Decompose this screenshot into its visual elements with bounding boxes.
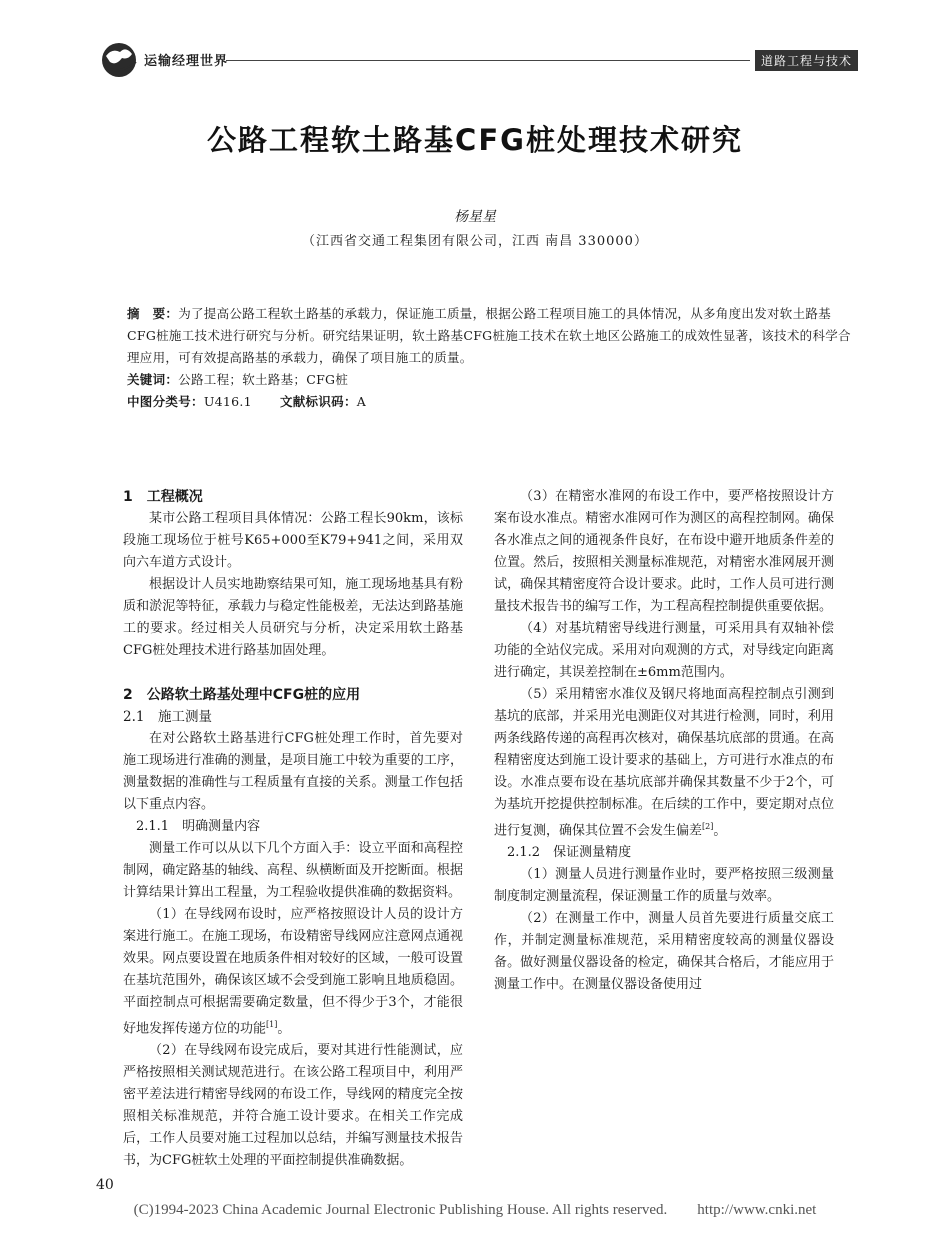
page-header [98,40,858,80]
paragraph: （2）在测量工作中，测量人员首先要进行质量交底工作，并制定测量标准规范，采用精密度较高的测量仪器设备。做好测量仪器设备的检定，确保其合格后，才能应用于测量工作中。在测量仪器设备使用过 [494,911,834,993]
abstract-label: 摘 要： [127,306,179,321]
journal-logo-icon [98,40,140,80]
page-number: 40 [96,1177,114,1193]
section-2-heading: 2 公路软土路基处理中CFG桩的应用 [123,687,361,703]
paragraph-text: （5）采用精密水准仪及钢尺将地面高程控制点引测到基坑的底部，并采用光电测距仪对其进行检测，同时，利用两条线路传递的高程再次核对，确保基坑底部的贯通。在高程精密度达到施工设计要求的基础上，方可进行水准点的布设。水准点要布设在基坑底部并确保其数量不少于2个，可为基坑开挖提供控制标准。在后续的工作中，要定期对点位进行复测，确保其位置不会发生偏差 [494,687,834,839]
affiliation: （江西省交通工程集团有限公司，江西 南昌 330000） [302,234,648,249]
abstract [127,303,855,369]
section-2-1-heading: 2.1 施工测量 [123,709,212,725]
header-rule [226,60,750,61]
paragraph: （4）对基坑精密导线进行测量，可采用具有双轴补偿功能的全站仪完成。采用对向观测的方式，对导线定向距离进行确定，其误差控制在±6mm范围内。 [494,621,834,680]
doc-code-label: 文献标识码： [279,394,357,409]
keywords [127,369,855,391]
paragraph-text: （1）在导线网布设时，应严格按照设计人员的设计方案进行施工。在施工现场，布设精密导线网应注意网点通视效果。网点要设置在地质条件相对较好的区域，一般可设置在基坑范围外，确保该区域不会受到施工影响且地质稳固。平面控制点可根据需要确定数量，但不得少于3个，才能很好地发挥传递方位的功能 [123,907,463,1037]
author: 杨星星 [454,209,496,225]
paragraph: 测量工作可以从以下几个方面入手：设立平面和高程控制网，确定路基的轴线、高程、纵横断面及开挖断面。根据计算结果计算出工程量，为工程验收提供准确的数据资料。 [123,841,463,900]
clc-value: U416.1 [203,394,252,409]
section-1-heading: 1 工程概况 [123,489,203,505]
paragraph-end: 。 [277,1021,291,1037]
doc-code-value: A [356,394,367,409]
keywords-label: 关键词： [127,372,179,387]
paragraph: （3）在精密水准网的布设工作中，要严格按照设计方案布设水准点。精密水准网可作为测区的高程控制网。确保各水准点之间的通视条件良好，在布设中避开地质条件差的位置。然后，按照相关测量标准规范，对精密水准网展开测试，确保其精密度符合设计要求。此时，工作人员可进行测量技术报告书的编写工作，为工程高程控制提供重要依据。 [494,489,834,614]
paragraph [494,684,834,842]
paper-title: 公路工程软土路基CFG桩处理技术研究 [207,123,743,157]
paragraph: （1）测量人员进行测量作业时，要严格按照三级测量制度制定测量流程，保证测量工作的质量与效率。 [494,867,834,905]
keywords-text: 公路工程；软土路基；CFG桩 [178,372,349,387]
paragraph: 在对公路软土路基进行CFG桩处理工作时，首先要对施工现场进行准确的测量，是项目施工中较为重要的工序，测量数据的准确性与工程质量有直接的关系。测量工作包括以下重点内容。 [123,731,463,812]
section-tag: 道路工程与技术 [755,50,858,71]
left-column [123,486,463,1172]
paragraph [123,904,463,1040]
abstract-block [127,303,855,413]
journal-name: 运输经理世界 [144,54,229,69]
citation-link[interactable]: [2] [702,822,714,831]
paragraph-end: 。 [713,823,727,839]
copyright-footer: (C)1994-2023 China Academic Journal Electronic Publishing House. All rights reserved. http://www.cnki.net [133,1202,817,1218]
paragraph: 某市公路工程项目具体情况：公路工程长90km，该标段施工现场位于桩号K65+000至K79+941之间，采用双向六车道方式设计。 [123,511,463,570]
paragraph: 根据设计人员实地勘察结果可知，施工现场地基具有粉质和淤泥等特征，承载力与稳定性能极差，无法达到路基施工的要求。经过相关人员研究与分析，决定采用软土路基CFG桩处理技术进行路基加固处理。 [123,577,463,658]
clc-label: 中图分类号： [127,394,204,409]
classification [127,391,855,413]
abstract-text: 为了提高公路工程软土路基的承载力，保证施工质量，根据公路工程项目施工的具体情况，从多角度出发对软土路基CFG桩施工技术进行研究与分析。研究结果证明，软土路基CFG桩施工技术在软土地区公路施工的成效性显著，该技术的科学合理应用，可有效提高路基的承载力，确保了项目施工的质量。 [127,306,851,365]
citation-link[interactable]: [1] [266,1020,278,1029]
section-2-1-2-heading: 2.1.2 保证测量精度 [507,845,632,861]
right-column [494,486,834,996]
paragraph: （2）在导线网布设完成后，要对其进行性能测试，应严格按照相关测试规范进行。在该公路工程项目中，利用严密平差法进行精密导线网的布设工作，导线网的精度完全按照相关标准规范，并符合施工设计要求。在相关工作完成后，工作人员要对施工过程加以总结，并编写测量技术报告书，为CFG桩软土处理的平面控制提供准确数据。 [123,1043,463,1169]
section-2-1-1-heading: 2.1.1 明确测量内容 [136,819,261,834]
